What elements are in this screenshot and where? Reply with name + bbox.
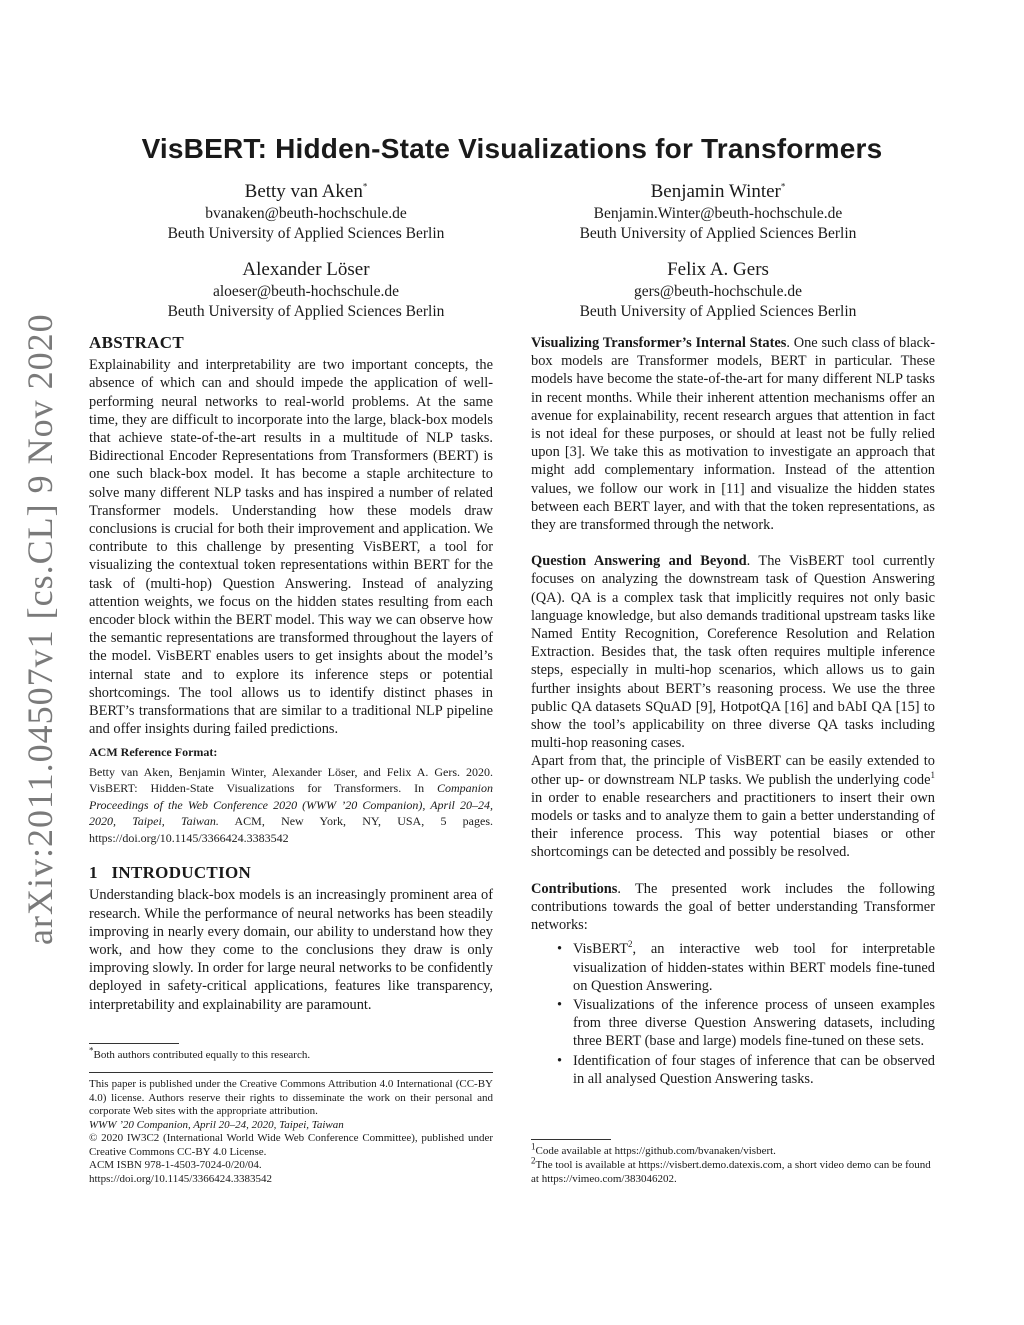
list-item: • Visualizations of the inference process of unseen examples from three diverse Question Answering datasets, including three BERT (base and large) models fine-tuned on these sets. — [557, 996, 935, 1050]
author-affiliation: Beuth University of Applied Sciences Berlin — [579, 303, 857, 320]
abstract-heading: ABSTRACT — [89, 333, 184, 352]
footnote-rule — [531, 1139, 611, 1140]
license-isbn: ACM ISBN 978-1-4503-7024-0/20/04. — [89, 1159, 262, 1171]
author-block — [96, 180, 516, 244]
intro-text: Understanding black-box models is an increasingly prominent area of research. While the performance of neural networks has been steadily improving in nearly every domain, our ability to understand how they work, and how they come to the conclusions they draw is only improving slowly. In order for large neural networks to be confidently deployed in safety-critical applications, features like transparency, interpretability and explainability are paramount. — [89, 887, 493, 1013]
left-column — [89, 334, 493, 1014]
author-affiliation: Beuth University of Applied Sciences Berlin — [167, 225, 445, 242]
author-block — [96, 258, 516, 322]
footnote-rule — [89, 1043, 179, 1044]
footnote-equal: *Both authors contributed equally to this research. — [89, 1045, 311, 1061]
license-copyright: © 2020 IW3C2 (International World Wide Web Conference Committee), published under Creative Commons CC-BY 4.0 License. — [89, 1132, 493, 1158]
footnote-code: $^1$Code available at https://github.com/bvanaken/visbert. — [531, 1141, 776, 1157]
author-name: Betty van Aken — [244, 181, 363, 202]
paper-title: VisBERT: Hidden-State Visualizations for Transformers — [141, 133, 883, 164]
author-email: gers@beuth-hochschule.de — [634, 283, 802, 300]
license-doi: https://doi.org/10.1145/3366424.3383542 — [89, 1172, 273, 1185]
bullet-icon: • — [557, 996, 563, 1013]
author-name: Benjamin Winter — [650, 181, 781, 202]
paragraph-contributions: Contributions. The presented work includes the following contributions towards the goal of better understanding Transformer networks: — [531, 880, 935, 934]
author-email: Benjamin.Winter@beuth-hochschule.de — [593, 205, 843, 222]
license-block — [89, 1078, 493, 1186]
footnote-tool: $^2$The tool is available at https://visbert.demo.datexis.com, a short video demo can be found at https://vimeo.com/383046202. — [531, 1155, 931, 1185]
right-column — [531, 334, 935, 1089]
list-item: • VisBERT$^2$, an interactive web tool for interpretable visualization of hidden-states within BERT models fine-tuned on Question Answering. — [557, 939, 935, 994]
paragraph-qa: Question Answering and Beyond. The VisBERT tool currently focuses on analyzing the downstream task of Question Answering (QA). QA is a complex task that implicitly requires not only basic language knowledge, but also demands traditional upstream tasks like Named Entity Recognition, Coreference Resolution and Relation Extraction. Besides that, the task often requires multiple inference steps, especially in multi-hop scenarios, which allows us to gain further insights about BERT’s reasoning process. We use the three public QA datasets SQuAD [9], HotpotQA [16] and bAbI QA [15] to show the tool’s applicability on three diverse QA tasks including multi-hop reasoning cases. — [531, 553, 935, 752]
paragraph-visualizing: Visualizing Transformer’s Internal States. One such class of black-box models are Transformer models, BERT in particular. These models have become the state-of-the-art for many different NLP tasks in recent months. While their inherent attention mechanisms offer an avenue for explainability, recent research argues that attention in fact is not ideal for these purposes, or should at least not be fully relied upon [3]. We take this as motivation to investigate an approach that might add complementary information. Instead of the attention values, we follow our work in [11] and visualize the hidden states between each BERT layer, and with that the token representations, as they are transformed through the network. — [531, 335, 935, 534]
license-text: This paper is published under the Creative Commons Attribution 4.0 International (CC-BY 4.0) license. Authors reserve their rights to disseminate the work on their personal and corporate Web sites with the appropriate attribution. — [89, 1078, 493, 1117]
author-email: bvanaken@beuth-hochschule.de — [205, 205, 407, 222]
author-email: aloeser@beuth-hochschule.de — [213, 283, 399, 300]
list-item: • Identification of four stages of inference that can be observed in all analysed Question Answering tasks. — [557, 1052, 935, 1087]
author-name: Felix A. Gers — [667, 259, 769, 280]
author-name: Alexander Löser — [242, 259, 370, 280]
intro-heading: 1 INTRODUCTION — [89, 863, 252, 883]
author-mark: * — [780, 181, 786, 192]
acm-reference-heading: ACM Reference Format: — [89, 745, 218, 760]
author-mark: * — [362, 181, 368, 192]
abstract-text: Explainability and interpretability are two important concepts, the absence of which can and should impede the application of well-performing neural networks to real-world problems. At the same time, they are difficult to incorporate into the large, black-box models that achieve state-of-the-art results in a multitude of NLP tasks. Bidirectional Encoder Representations from Transformers (BERT) is one such black-box model. It has become a staple architecture to solve many different NLP tasks and has inspired a number of related Transformer models. Understanding how these models draw conclusions is crucial for both their improvement and application. We contribute to this challenge by presenting VisBERT, a tool for visualizing the contextual token representations within BERT for the task of (multi-hop) Question Answering. Instead of analyzing attention weights, we focus on the hidden states resulting from each encoder block within the BERT model. This way we can observe how the semantic representations are transformed throughout the layers of the model. VisBERT enables users to get insights about the model’s internal state and to explore its inference steps or potential shortcomings. The tool allows us to identify distinct phases in BERT’s transformations that are similar to a traditional NLP pipeline and offer insights during failed predictions. — [89, 357, 493, 738]
acm-reference: Betty van Aken, Benjamin Winter, Alexander Löser, and Felix A. Gers. 2020. VisBERT: Hidden-State Visualizations for Transformers. In Companion Proceedings of the Web Conference 2020 (WWW ’20 Companion), April 20–24, 2020, Taipei, Taiwan. ACM, New York, NY, USA, 5 pages. https://doi.org/10.1145/3366424.3383542 — [89, 764, 493, 845]
author-affiliation: Beuth University of Applied Sciences Berlin — [167, 303, 445, 320]
paragraph-extension: Apart from that, the principle of VisBERT can be easily extended to other up- or downstream NLP tasks. We publish the underlying code$^1$ in order to enable researchers and practitioners to insert their own models or tasks and to analyze them to gain a better understanding of their inference process. This way potential biases or other shortcomings can be detected and possibly be resolved. — [531, 753, 935, 861]
bullet-icon: • — [557, 941, 563, 958]
author-affiliation: Beuth University of Applied Sciences Berlin — [579, 225, 857, 242]
author-block — [508, 258, 928, 322]
author-block — [508, 180, 928, 244]
license-rule — [89, 1072, 493, 1073]
license-venue: WWW ’20 Companion, April 20–24, 2020, Taipei, Taiwan — [89, 1118, 344, 1131]
bullet-icon: • — [557, 1052, 563, 1069]
contributions-list — [531, 940, 935, 1088]
